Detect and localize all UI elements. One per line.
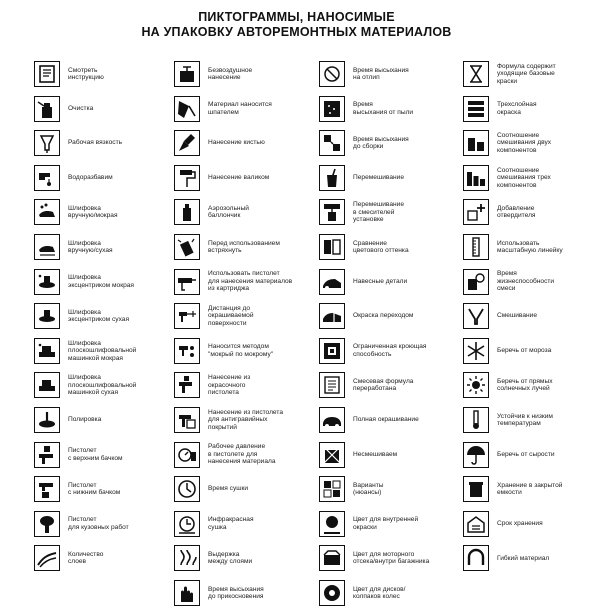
flat-sander-wet-icon: [34, 338, 60, 364]
pictogram-label: Время высыхания до сборки: [353, 135, 409, 151]
pictogram-label: Беречь от прямых солнечных лучей: [497, 377, 553, 393]
pictogram-label: Пистолет с верхним бачком: [68, 447, 123, 462]
brush-icon: [174, 130, 200, 156]
pictogram-item: [174, 59, 314, 89]
pictogram-label: Дистанция до окрашиваемой поверхности: [208, 305, 254, 327]
pictogram-label: Наносится методом "мокрый по мокрому": [208, 343, 274, 358]
pictogram-label: Шлифовка эксцентриком мокрая: [68, 274, 134, 289]
closed-container-icon: [463, 476, 489, 502]
pictogram-label: Нанесение кистью: [208, 139, 265, 147]
pictogram-label: Материал наносится шпателем: [208, 101, 272, 116]
shake-before-use-icon: [174, 234, 200, 260]
pictogram-item: [319, 405, 459, 435]
pictogram-item: [319, 440, 459, 470]
pictogram-item: [34, 336, 174, 366]
mounted-parts-icon: [319, 269, 345, 295]
not-mixable-icon: [319, 442, 345, 468]
bottom-cup-gun-icon: [34, 476, 60, 502]
dust-free-icon: [319, 96, 345, 122]
pictogram-item: [34, 128, 174, 158]
frost-protect-icon: [463, 338, 489, 364]
flash-off-time-icon: [174, 545, 200, 571]
pictogram-label: Срок хранения: [497, 520, 543, 528]
pictogram-item: [463, 336, 593, 366]
pictogram-item: [174, 197, 314, 227]
pictogram-label: Ограниченная кроющая способность: [353, 343, 427, 358]
pictogram-item: [463, 405, 593, 435]
pictogram-item: [34, 440, 174, 470]
three-layer-icon: [463, 96, 489, 122]
two-component-ratio-icon: [463, 130, 489, 156]
water-tap-icon: [34, 165, 60, 191]
pictogram-label: Рабочая вязкость: [68, 139, 123, 147]
manual-book-icon: [34, 61, 60, 87]
pictogram-item: [34, 267, 174, 297]
pictogram-item: [319, 197, 459, 227]
flat-sander-dry-icon: [34, 372, 60, 398]
pictogram-label: Варианты (нюансы): [353, 481, 384, 497]
pictogram-label: Формула содержит уходящие базовые краски: [497, 62, 556, 85]
pictogram-label: Шлифовка эксцентриком сухая: [68, 308, 130, 324]
pictogram-item: [34, 543, 174, 573]
eccentric-dry-sanding-icon: [34, 303, 60, 329]
pictogram-item: [319, 509, 459, 539]
pictogram-item: [34, 370, 174, 400]
pictogram-label: Окраска переходом: [353, 312, 414, 320]
pictogram-item: [34, 509, 174, 539]
full-car-painting-icon: [319, 407, 345, 433]
hand-dry-sanding-icon: [34, 234, 60, 260]
pictogram-label: Трехслойная окраска: [497, 101, 537, 116]
pictogram-item: [174, 440, 314, 470]
pot-life-icon: [463, 269, 489, 295]
mixing-machine-icon: [319, 199, 345, 225]
pictogram-item: [174, 301, 314, 331]
pictogram-label: Время высыхания от пыли: [353, 101, 414, 116]
pictogram-item: [174, 543, 314, 573]
pictogram-label: Использовать масштабную линейку: [497, 239, 563, 254]
body-work-gun-icon: [34, 511, 60, 537]
low-temp-resistant-icon: [463, 407, 489, 433]
color-variants-icon: [319, 476, 345, 502]
pictogram-label: Пистолет с нижним бачком: [68, 481, 121, 497]
wet-on-wet-icon: [174, 338, 200, 364]
coats-count-icon: [34, 545, 60, 571]
drying-time-clock-icon: [174, 476, 200, 502]
pictogram-label: Полная окрашивание: [353, 416, 419, 424]
pictogram-label: Соотношение смешивания двух компонентов: [497, 132, 552, 154]
pictogram-label: Нанесение из пистолета для антигравийных покрытий: [208, 408, 283, 431]
pictogram-item: [319, 301, 459, 331]
pictogram-item: [174, 509, 314, 539]
airless-application-icon: [174, 61, 200, 87]
title-line-2: НА УПАКОВКУ АВТОРЕМОНТНЫХ МАТЕРИАЛОВ: [141, 25, 452, 39]
pictogram-item: [319, 474, 459, 504]
pictogram-label: Перемешивание: [353, 174, 405, 182]
umbrella-icon: [463, 442, 489, 468]
page-title: [0, 10, 593, 40]
pictogram-label: Смешивание: [497, 312, 538, 320]
interior-color-icon: [319, 511, 345, 537]
hand-wet-sanding-icon: [34, 199, 60, 225]
pictogram-item: [319, 370, 459, 400]
pictogram-label: Шлифовка вручную/сухая: [68, 239, 113, 254]
spatula-icon: [174, 96, 200, 122]
engine-bay-color-icon: [319, 545, 345, 571]
viscosity-cup-icon: [34, 130, 60, 156]
touch-dry-icon: [174, 580, 200, 606]
pictogram-label: Выдержка между слоями: [208, 550, 253, 566]
pictogram-item: [463, 543, 593, 573]
pictogram-label: Хранение в закрытой емкости: [497, 481, 563, 497]
tack-free-icon: [319, 61, 345, 87]
pictogram-item: [463, 128, 593, 158]
limited-hiding-icon: [319, 338, 345, 364]
pictogram-label: Нанесение валиком: [208, 174, 270, 182]
pictogram-label: Перед использованием встряхнуть: [208, 239, 280, 254]
pictogram-label: Цвет для внутренней окраски: [353, 516, 419, 531]
pictogram-item: [463, 509, 593, 539]
hourglass-icon: [463, 61, 489, 87]
pictogram-item: [319, 163, 459, 193]
pictogram-item: [319, 232, 459, 262]
wheel-color-icon: [319, 580, 345, 606]
pictogram-item: [174, 128, 314, 158]
pictogram-label: Устойчив к низким температурам: [497, 412, 553, 427]
pictogram-label: Смотреть инструкцию: [68, 66, 104, 81]
mixing-icon: [463, 303, 489, 329]
pictogram-label: Безвоздушное нанесение: [208, 66, 253, 81]
pictogram-item: [319, 59, 459, 89]
top-cup-gun-icon: [34, 442, 60, 468]
pictogram-item: [174, 578, 314, 608]
pictogram-item: [463, 440, 593, 470]
pictogram-item: [319, 578, 459, 608]
three-component-ratio-icon: [463, 165, 489, 191]
pictogram-label: Рабочее давление в пистолете для нанесения материала: [208, 443, 276, 466]
spray-gun-application-icon: [174, 372, 200, 398]
pictogram-label: Время сушки: [208, 485, 249, 493]
pictogram-item: [34, 405, 174, 435]
title-line-1: ПИКТОГРАММЫ, НАНОСИМЫЕ: [198, 10, 395, 24]
pictogram-label: Аэрозольный баллончик: [208, 204, 249, 220]
pictogram-label: Цвет для дисков/ колпаков колес: [353, 585, 406, 600]
pictogram-item: [34, 232, 174, 262]
pictogram-label: Водоразбавим: [68, 174, 113, 182]
pictogram-item: [174, 336, 314, 366]
pictogram-item: [34, 163, 174, 193]
eccentric-wet-sanding-icon: [34, 269, 60, 295]
pictogram-item: [319, 267, 459, 297]
pictogram-label: Инфракрасная сушка: [208, 516, 254, 531]
pictogram-item: [319, 128, 459, 158]
pictogram-label: Полировка: [68, 416, 102, 424]
pictogram-item: [463, 267, 593, 297]
pictogram-label: Очистка: [68, 104, 94, 112]
shelf-life-icon: [463, 511, 489, 537]
polishing-icon: [34, 407, 60, 433]
color-compare-icon: [319, 234, 345, 260]
pictogram-item: [463, 59, 593, 89]
pictogram-item: [174, 405, 314, 435]
aerosol-can-icon: [174, 199, 200, 225]
pictogram-label: Соотношение смешивания трех компонентов: [497, 166, 551, 189]
pictogram-label: Шлифовка плоскошлифовальной машинкой мокрая: [68, 339, 137, 362]
pictogram-label: Гибкий материал: [497, 554, 550, 562]
pictogram-label: Беречь от мороза: [497, 347, 552, 355]
measuring-ruler-icon: [463, 234, 489, 260]
pictogram-item: [174, 232, 314, 262]
pictogram-item: [174, 267, 314, 297]
pictogram-label: Беречь от сырости: [497, 450, 555, 458]
pictogram-item: [463, 197, 593, 227]
formula-revised-icon: [319, 372, 345, 398]
pictogram-item: [174, 370, 314, 400]
spray-distance-icon: [174, 303, 200, 329]
pictogram-label: Шлифовка вручную/мокрая: [68, 204, 118, 220]
pictogram-item: [463, 370, 593, 400]
pictogram-label: Нанесение из окрасочного пистолета: [208, 374, 251, 397]
pictogram-item: [463, 94, 593, 124]
pictogram-item: [34, 94, 174, 124]
pictogram-label: Несмешиваем: [353, 450, 398, 458]
pictogram-label: Перемешивание в смесителей установке: [353, 201, 405, 224]
stirring-icon: [319, 165, 345, 191]
pictogram-label: Количество слоев: [68, 550, 104, 566]
pictogram-item: [319, 336, 459, 366]
pictogram-label: Цвет для моторного отсека/внутри багажника: [353, 550, 430, 566]
pictogram-item: [463, 232, 593, 262]
pictogram-item: [319, 94, 459, 124]
pictogram-label: Сравнение цветового оттенка: [353, 239, 409, 254]
antigravel-gun-icon: [174, 407, 200, 433]
working-pressure-icon: [174, 442, 200, 468]
assembly-dry-icon: [319, 130, 345, 156]
pictogram-label: Время жизнеспособности смеси: [497, 270, 555, 293]
roller-icon: [174, 165, 200, 191]
pictogram-item: [174, 163, 314, 193]
pictogram-label: Время высыхания до прикосновения: [208, 585, 264, 600]
sun-protect-icon: [463, 372, 489, 398]
pictogram-label: Шлифовка плоскошлифовальной машинкой сухая: [68, 374, 137, 397]
cartridge-gun-icon: [174, 269, 200, 295]
infrared-drying-icon: [174, 511, 200, 537]
pictogram-item: [34, 301, 174, 331]
pictogram-label: Добавление отвердителя: [497, 204, 536, 220]
pictogram-item: [174, 474, 314, 504]
pictogram-label: Использовать пистолет для нанесения материалов из картриджа: [208, 270, 293, 293]
pictogram-item: [319, 543, 459, 573]
pictogram-item: [463, 301, 593, 331]
flexible-material-icon: [463, 545, 489, 571]
pictogram-label: Время высыхания на отлип: [353, 66, 409, 81]
pictogram-label: Навесные детали: [353, 277, 408, 285]
add-hardener-icon: [463, 199, 489, 225]
pictogram-label: Смесевая формула переработана: [353, 377, 414, 393]
cleaning-bottle-icon: [34, 96, 60, 122]
pictogram-item: [34, 197, 174, 227]
pictogram-item: [174, 94, 314, 124]
pictogram-label: Пистолет для кузовных работ: [68, 516, 129, 531]
pictogram-item: [463, 163, 593, 193]
pictogram-item: [463, 474, 593, 504]
blend-painting-icon: [319, 303, 345, 329]
pictogram-item: [34, 59, 174, 89]
pictogram-item: [34, 474, 174, 504]
